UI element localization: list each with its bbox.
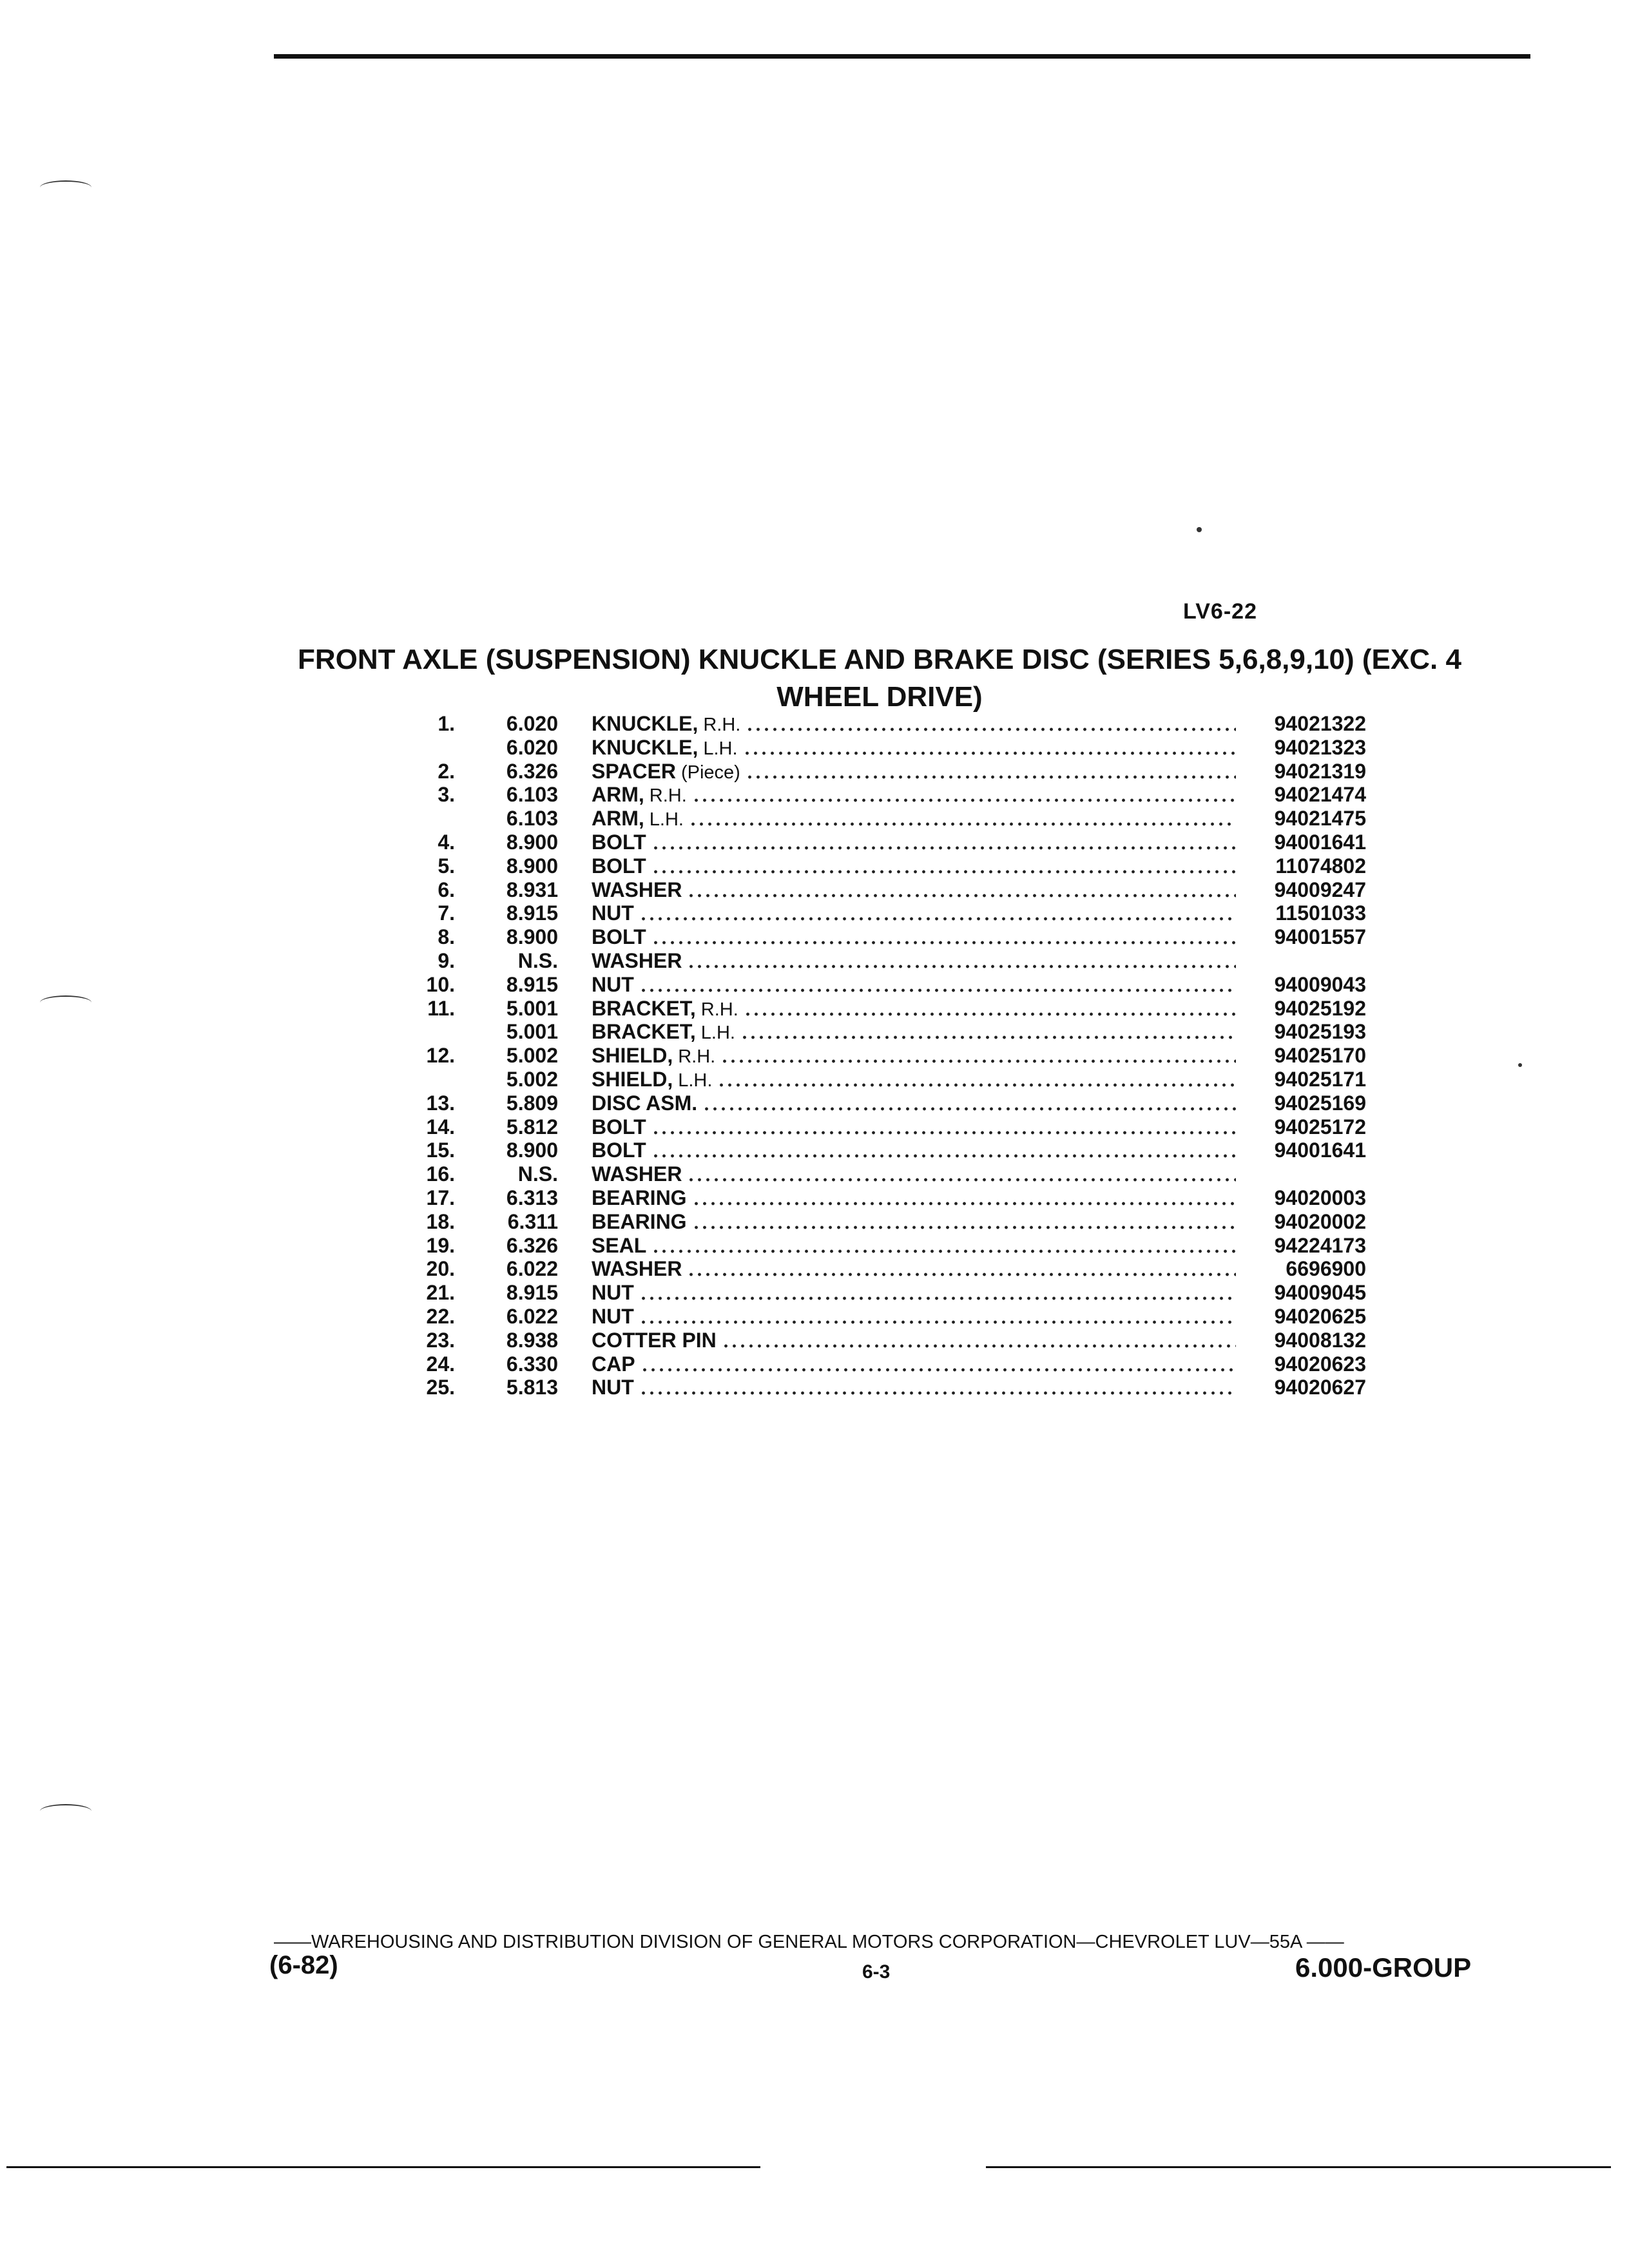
- dot-leader: [651, 1153, 1236, 1158]
- item-number: 1.: [438, 712, 455, 735]
- dot-leader: [740, 1035, 1236, 1040]
- part-description: [592, 1281, 1244, 1305]
- part-description: [592, 901, 1244, 925]
- part-qualifier: R.H.: [700, 999, 738, 1020]
- part-number: 94020627: [1274, 1376, 1366, 1399]
- item-number: 10.: [426, 972, 455, 996]
- group-number: 5.002: [506, 1067, 558, 1091]
- part-number: 11074802: [1275, 854, 1366, 878]
- part-description: [592, 736, 1244, 760]
- part-name: COTTER PIN: [592, 1328, 717, 1352]
- part-name: WASHER: [592, 878, 682, 901]
- item-number: 16.: [426, 1162, 455, 1186]
- part-name: BRACKET,: [592, 996, 696, 1020]
- part-description: [592, 1020, 1244, 1044]
- part-row: [412, 1068, 1366, 1091]
- item-number: 8.: [438, 925, 455, 949]
- dot-leader: [717, 1082, 1236, 1088]
- group-number: 8.915: [506, 1281, 558, 1305]
- part-description: [592, 1068, 1244, 1091]
- dot-leader: [651, 845, 1236, 850]
- part-name: SEAL: [592, 1233, 647, 1257]
- parts-list: [412, 712, 1366, 1399]
- part-row: [412, 783, 1366, 807]
- part-description: [592, 1210, 1244, 1234]
- part-row: [412, 973, 1366, 997]
- item-number: 3.: [438, 783, 455, 807]
- dot-leader: [743, 751, 1236, 756]
- footer-date-code: (6-82): [269, 1951, 338, 1979]
- part-number: 94021475: [1274, 807, 1366, 831]
- dot-leader: [687, 1272, 1236, 1277]
- dot-leader: [687, 893, 1236, 898]
- part-description: [592, 1234, 1244, 1258]
- part-qualifier: R.H.: [649, 785, 687, 807]
- part-number: 6696900: [1286, 1257, 1366, 1281]
- part-description: [592, 1162, 1244, 1186]
- part-name: BEARING: [592, 1209, 687, 1233]
- part-number: 94001641: [1274, 1139, 1366, 1162]
- dot-leader: [692, 1201, 1236, 1206]
- part-qualifier: (Piece): [680, 762, 740, 783]
- part-name: ARM,: [592, 783, 644, 807]
- part-qualifier: R.H.: [703, 715, 741, 735]
- part-row: [412, 1305, 1366, 1329]
- part-number: 94025193: [1274, 1020, 1366, 1044]
- group-number: 8.900: [506, 925, 558, 949]
- group-number: 6.020: [506, 735, 558, 759]
- part-row: [412, 807, 1366, 831]
- item-number: 18.: [426, 1209, 455, 1233]
- item-number: 23.: [426, 1328, 455, 1352]
- part-name: WASHER: [592, 948, 682, 972]
- part-description: [592, 807, 1244, 831]
- group-number: 6.326: [506, 759, 558, 783]
- part-name: KNUCKLE,: [592, 712, 699, 735]
- group-number: 8.900: [506, 1139, 558, 1162]
- item-number: 22.: [426, 1304, 455, 1328]
- group-number: 5.002: [506, 1044, 558, 1068]
- page-title: FRONT AXLE (SUSPENSION) KNUCKLE AND BRAKE DISC (SERIES 5,6,8,9,10) (EXC. 4 WHEEL DRIVE): [298, 644, 1461, 713]
- part-row: [412, 712, 1366, 736]
- part-number: 94021474: [1274, 783, 1366, 807]
- dot-leader: [651, 1130, 1236, 1135]
- part-qualifier: L.H.: [703, 738, 738, 759]
- part-description: [592, 831, 1244, 854]
- group-number: 8.931: [506, 878, 558, 901]
- part-number: 94021319: [1274, 759, 1366, 783]
- part-qualifier: L.H.: [678, 1070, 713, 1091]
- part-number: 94025192: [1274, 996, 1366, 1020]
- part-row: [412, 949, 1366, 973]
- part-number: 11501033: [1275, 901, 1366, 925]
- dot-leader: [651, 869, 1236, 874]
- part-qualifier: L.H.: [649, 809, 684, 831]
- part-row: [412, 1329, 1366, 1352]
- dot-leader: [692, 798, 1236, 803]
- part-description: [592, 1257, 1244, 1281]
- part-row: [412, 1376, 1366, 1399]
- part-description: [592, 1352, 1244, 1376]
- footer-group-label: 6.000-GROUP: [1295, 1952, 1472, 1983]
- group-number: 6.022: [506, 1257, 558, 1281]
- binder-hole-mark: [40, 1804, 92, 1818]
- part-name: SPACER: [592, 759, 676, 783]
- dot-leader: [720, 1059, 1236, 1064]
- part-description: [592, 760, 1244, 783]
- group-number: 8.915: [506, 901, 558, 925]
- reference-code: LV6-22: [1183, 599, 1257, 624]
- item-number: 11.: [427, 996, 455, 1020]
- part-number: 94020002: [1274, 1209, 1366, 1233]
- part-description: [592, 712, 1244, 736]
- part-row: [412, 1210, 1366, 1234]
- group-number: 8.938: [506, 1328, 558, 1352]
- group-number: 6.326: [506, 1233, 558, 1257]
- part-description: [592, 878, 1244, 902]
- dot-leader: [641, 1367, 1236, 1372]
- part-description: [592, 854, 1244, 878]
- part-name: CAP: [592, 1352, 635, 1376]
- part-number: 94009045: [1274, 1281, 1366, 1305]
- item-number: 24.: [426, 1352, 455, 1376]
- part-name: KNUCKLE,: [592, 735, 699, 759]
- group-number: 6.022: [506, 1304, 558, 1328]
- group-number: 5.812: [506, 1115, 558, 1139]
- part-name: NUT: [592, 972, 634, 996]
- item-number: 19.: [426, 1233, 455, 1257]
- part-name: ARM,: [592, 807, 644, 831]
- part-row: [412, 1352, 1366, 1376]
- dot-leader: [702, 1106, 1236, 1111]
- group-number: 8.915: [506, 972, 558, 996]
- dot-leader: [722, 1343, 1236, 1349]
- top-rule: [274, 54, 1530, 59]
- group-number: 6.103: [506, 783, 558, 807]
- group-number: 8.900: [506, 854, 558, 878]
- group-number: 6.020: [506, 712, 558, 735]
- item-number: 25.: [426, 1376, 455, 1399]
- part-row: [412, 1020, 1366, 1044]
- footer-publisher-line: ——WAREHOUSING AND DISTRIBUTION DIVISION OF GENERAL MOTORS CORPORATION—CHEVROLET LUV—55A ——: [274, 1932, 1344, 1952]
- part-number: 94025172: [1274, 1115, 1366, 1139]
- group-number: 5.809: [506, 1091, 558, 1115]
- part-description: [592, 1305, 1244, 1329]
- part-number: 94021323: [1274, 735, 1366, 759]
- part-name: WASHER: [592, 1162, 682, 1186]
- bottom-rule-left: [6, 2166, 760, 2168]
- part-row: [412, 878, 1366, 902]
- part-number: 94025171: [1274, 1067, 1366, 1091]
- part-row: [412, 854, 1366, 878]
- dot-leader: [744, 1012, 1236, 1017]
- part-row: [412, 1162, 1366, 1186]
- part-name: BOLT: [592, 1115, 646, 1139]
- part-number: 94009247: [1274, 878, 1366, 901]
- part-description: [592, 1091, 1244, 1115]
- part-name: BRACKET,: [592, 1020, 696, 1044]
- part-description: [592, 1329, 1244, 1352]
- group-number: 8.900: [506, 830, 558, 854]
- part-description: [592, 1376, 1244, 1399]
- part-name: SHIELD,: [592, 1067, 673, 1091]
- part-name: WASHER: [592, 1257, 682, 1281]
- part-description: [592, 1139, 1244, 1162]
- part-description: [592, 1115, 1244, 1139]
- dot-leader: [746, 727, 1236, 732]
- dot-leader: [639, 988, 1236, 993]
- group-number: 6.311: [507, 1209, 558, 1233]
- scan-speck: [1518, 1063, 1522, 1067]
- part-row: [412, 831, 1366, 854]
- part-qualifier: R.H.: [678, 1046, 716, 1068]
- dot-leader: [639, 1390, 1236, 1396]
- part-number: 94009043: [1274, 972, 1366, 996]
- part-name: NUT: [592, 901, 634, 925]
- group-number: 6.103: [506, 807, 558, 831]
- part-name: SHIELD,: [592, 1044, 673, 1068]
- part-name: BEARING: [592, 1186, 687, 1209]
- part-name: NUT: [592, 1376, 634, 1399]
- item-number: 2.: [438, 759, 455, 783]
- part-number: 94020623: [1274, 1352, 1366, 1376]
- part-row: [412, 925, 1366, 949]
- part-number: 94020003: [1274, 1186, 1366, 1209]
- part-name: BOLT: [592, 925, 646, 949]
- part-row: [412, 1186, 1366, 1210]
- part-description: [592, 783, 1244, 807]
- dot-leader: [746, 774, 1236, 780]
- scan-speck: [1197, 527, 1202, 532]
- item-number: 17.: [426, 1186, 455, 1209]
- item-number: 14.: [426, 1115, 455, 1139]
- group-number: 5.001: [506, 1020, 558, 1044]
- part-name: NUT: [592, 1304, 634, 1328]
- binder-hole-mark: [40, 995, 92, 1010]
- dot-leader: [687, 964, 1236, 969]
- part-row: [412, 997, 1366, 1021]
- part-description: [592, 925, 1244, 949]
- item-number: 15.: [426, 1139, 455, 1162]
- part-description: [592, 1186, 1244, 1210]
- dot-leader: [692, 1225, 1236, 1230]
- group-number: 6.330: [506, 1352, 558, 1376]
- item-number: 4.: [438, 830, 455, 854]
- part-number: 94021322: [1274, 712, 1366, 735]
- item-number: 12.: [426, 1044, 455, 1068]
- item-number: 5.: [438, 854, 455, 878]
- part-number: 94001641: [1274, 830, 1366, 854]
- dot-leader: [651, 940, 1236, 945]
- part-row: [412, 1115, 1366, 1139]
- dot-leader: [639, 1320, 1236, 1325]
- part-name: BOLT: [592, 830, 646, 854]
- group-number: N.S.: [517, 1162, 558, 1186]
- part-row: [412, 901, 1366, 925]
- part-description: [592, 949, 1244, 973]
- part-number: 94224173: [1274, 1233, 1366, 1257]
- group-number: 6.313: [506, 1186, 558, 1209]
- group-number: N.S.: [517, 948, 558, 972]
- part-description: [592, 1044, 1244, 1068]
- dot-leader: [687, 1177, 1236, 1182]
- dot-leader: [639, 916, 1236, 921]
- part-row: [412, 1234, 1366, 1258]
- dot-leader: [651, 1249, 1236, 1254]
- item-number: 20.: [426, 1257, 455, 1281]
- part-description: [592, 973, 1244, 997]
- part-row: [412, 736, 1366, 760]
- item-number: 6.: [438, 878, 455, 901]
- part-row: [412, 1281, 1366, 1305]
- part-number: 94008132: [1274, 1328, 1366, 1352]
- part-name: NUT: [592, 1281, 634, 1305]
- part-name: BOLT: [592, 1139, 646, 1162]
- bottom-rule-right: [986, 2166, 1611, 2168]
- part-name: DISC ASM.: [592, 1091, 698, 1115]
- part-qualifier: L.H.: [700, 1023, 735, 1044]
- part-row: [412, 1139, 1366, 1162]
- part-row: [412, 1044, 1366, 1068]
- part-description: [592, 997, 1244, 1021]
- item-number: 21.: [426, 1281, 455, 1305]
- part-row: [412, 760, 1366, 783]
- binder-hole-mark: [40, 180, 92, 195]
- footer-page-number: 6-3: [862, 1961, 891, 1983]
- part-row: [412, 1257, 1366, 1281]
- part-name: BOLT: [592, 854, 646, 878]
- dot-leader: [689, 822, 1236, 827]
- part-number: 94020625: [1274, 1304, 1366, 1328]
- dot-leader: [639, 1296, 1236, 1301]
- part-number: 94025169: [1274, 1091, 1366, 1115]
- group-number: 5.001: [506, 996, 558, 1020]
- item-number: 13.: [426, 1091, 455, 1115]
- part-number: 94025170: [1274, 1044, 1366, 1068]
- group-number: 5.813: [506, 1376, 558, 1399]
- part-number: 94001557: [1274, 925, 1366, 949]
- part-row: [412, 1091, 1366, 1115]
- item-number: 7.: [438, 901, 455, 925]
- item-number: 9.: [438, 948, 455, 972]
